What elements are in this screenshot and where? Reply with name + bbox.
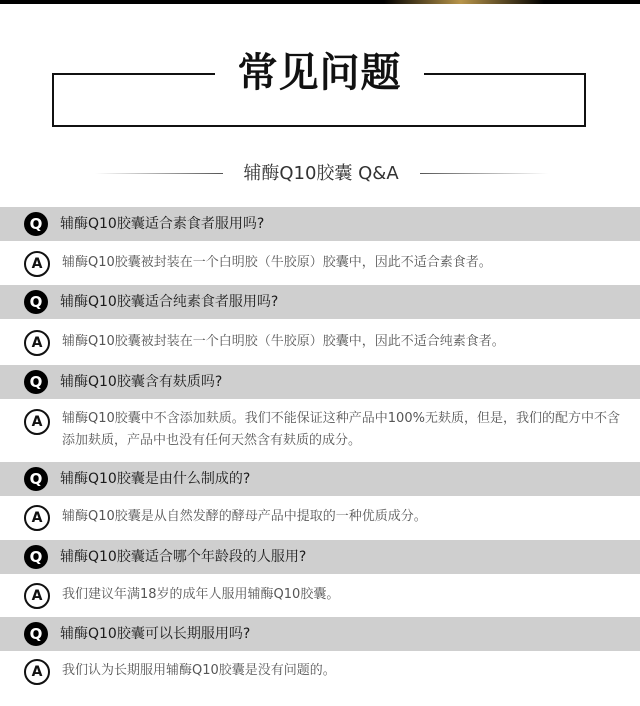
subtitle: 辅酶Q10胶囊 Q&A: [243, 163, 399, 184]
question-text: 辅酶Q10胶囊是由什么制成的?: [60, 471, 251, 487]
question-row: [0, 462, 640, 496]
question-text: 辅酶Q10胶囊含有麸质吗?: [60, 374, 223, 390]
question-row: [0, 365, 640, 399]
question-row: [0, 617, 640, 651]
question-row: [0, 285, 640, 319]
question-icon: Q: [24, 290, 48, 314]
answer-icon: A: [24, 505, 50, 531]
answer-icon: A: [24, 409, 50, 435]
answer-text: 辅酶Q10胶囊是从自然发酵的酵母产品中提取的一种优质成分。: [62, 509, 427, 524]
answer-icon: A: [24, 659, 50, 685]
title-frame-top-left: [52, 73, 215, 75]
question-icon: Q: [24, 545, 48, 569]
question-icon: Q: [24, 370, 48, 394]
answer-text: 辅酶Q10胶囊被封装在一个白明胶（牛胶原）胶囊中，因此不适合素食者。: [62, 255, 492, 270]
question-icon: Q: [24, 212, 48, 236]
question-row: [0, 540, 640, 574]
answer-icon: A: [24, 583, 50, 609]
page-title: 常见问题: [237, 49, 402, 96]
question-text: 辅酶Q10胶囊适合哪个年龄段的人服用?: [60, 549, 307, 565]
answer-icon: A: [24, 330, 50, 356]
subtitle-bar: [0, 160, 640, 188]
question-text: 辅酶Q10胶囊适合素食者服用吗?: [60, 216, 265, 232]
question-row: [0, 207, 640, 241]
answer-text: 我们建议年满18岁的成年人服用辅酶Q10胶囊。: [62, 587, 340, 602]
answer-text: 我们认为长期服用辅酶Q10胶囊是没有问题的。: [62, 663, 336, 678]
answer-text: 辅酶Q10胶囊被封装在一个白明胶（牛胶原）胶囊中，因此不适合纯素食者。: [62, 334, 505, 349]
subtitle-rule-left: [95, 173, 223, 174]
title-frame-top-right: [424, 73, 586, 75]
answer-icon: A: [24, 251, 50, 277]
question-icon: Q: [24, 622, 48, 646]
answer-text: 辅酶Q10胶囊中不含添加麸质。我们不能保证这种产品中100%无麸质，但是，我们的配方中不含添加麸质，产品中也没有任何天然含有麸质的成分。: [62, 411, 620, 448]
question-icon: Q: [24, 467, 48, 491]
question-text: 辅酶Q10胶囊适合纯素食者服用吗?: [60, 294, 279, 310]
question-text: 辅酶Q10胶囊可以长期服用吗?: [60, 626, 251, 642]
subtitle-rule-right: [420, 173, 548, 174]
top-decorative-strip: [0, 0, 640, 4]
